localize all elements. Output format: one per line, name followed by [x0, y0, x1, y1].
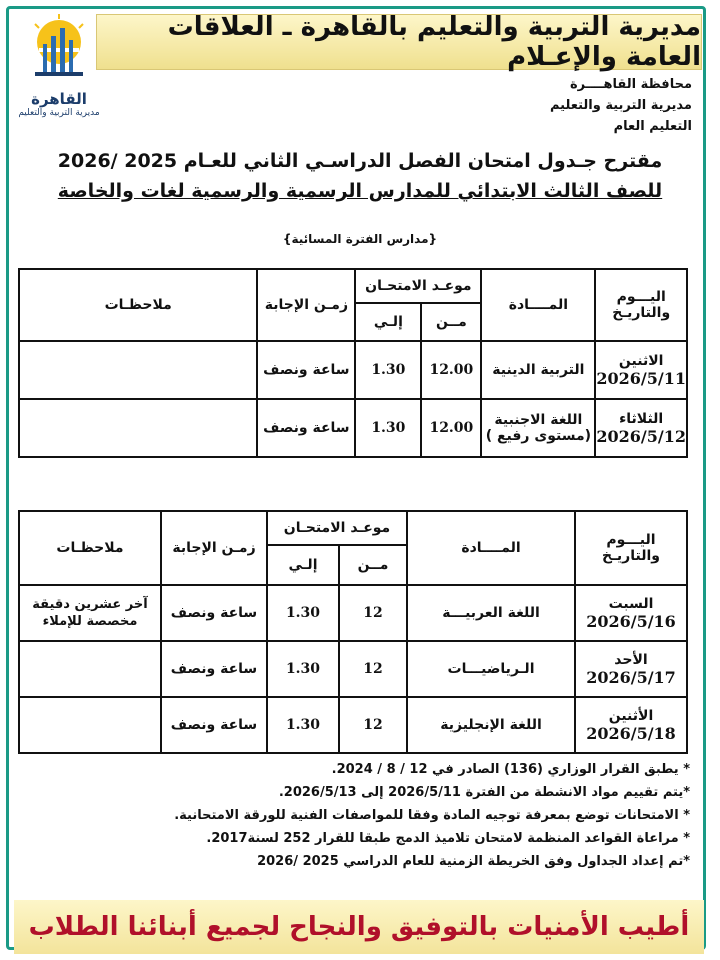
- top-banner-text: مديرية التربية والتعليم بالقاهرة ـ العلاقات العامة والإعـلام: [167, 12, 701, 72]
- table-row: [19, 641, 687, 697]
- header-to: إلـي: [267, 545, 339, 585]
- table-row: [19, 399, 687, 457]
- note-item: * يطبق القرار الوزاري (136) الصادر في 12 / 8 / 2024.: [331, 762, 690, 777]
- row-date: 2026/5/12: [596, 426, 686, 446]
- row-duration: ساعة ونصف: [257, 399, 355, 457]
- logo-name: القاهرة: [31, 90, 87, 108]
- row-to: 1.30: [267, 697, 339, 753]
- row-subject: اللغة الاجنبية: [494, 412, 583, 428]
- row-to: 1.30: [355, 341, 421, 399]
- header-notes: ملاحظـات: [19, 511, 161, 585]
- row-subject: اللغة الإنجليزية: [407, 697, 575, 753]
- row-from: 12: [339, 697, 407, 753]
- row-day: السبت: [608, 595, 654, 612]
- document-subtitle-grade: للصف الثالث الابتدائي للمدارس الرسمية والرسمية لغات والخاصة: [57, 180, 663, 202]
- row-from: 12: [339, 585, 407, 641]
- row-date: 2026/5/11: [596, 368, 686, 388]
- row-day: الأثنين: [608, 707, 654, 724]
- header-duration: زمـن الإجابة: [257, 269, 355, 341]
- row-subject: التربية الدينية: [481, 341, 595, 399]
- row-notes: [19, 641, 161, 697]
- top-banner: [96, 14, 702, 70]
- row-date: 2026/5/17: [586, 667, 676, 687]
- header-governorate: محافظة القاهــــرة: [569, 77, 692, 92]
- header-duration: زمـن الإجابة: [161, 511, 267, 585]
- row-notes: [19, 697, 161, 753]
- header-day-date: اليـــوم والتاريـخ: [575, 511, 687, 585]
- row-date: 2026/5/16: [586, 611, 676, 631]
- note-item: *تم إعداد الجداول وفق الخريطة الزمنية للعام الدراسي 2025 /2026: [257, 854, 690, 869]
- row-duration: ساعة ونصف: [161, 641, 267, 697]
- schedule-table-1: [18, 268, 688, 458]
- header-to: إلـي: [355, 303, 421, 341]
- row-duration: ساعة ونصف: [161, 697, 267, 753]
- header-subject: المــــادة: [481, 269, 595, 341]
- row-subject: الـرياضيـــات: [407, 641, 575, 697]
- row-day: الأحد: [614, 651, 648, 668]
- bottom-banner: [14, 900, 704, 954]
- header-from: مــن: [339, 545, 407, 585]
- bottom-banner-text: أطيب الأمنيات بالتوفيق والنجاح لجميع أبنائنا الطلاب: [28, 912, 690, 942]
- header-directorate: مديرية التربية والتعليم: [549, 98, 692, 113]
- row-to: 1.30: [267, 641, 339, 697]
- header-exam-time: موعـد الامتحـان: [267, 511, 407, 545]
- row-date: 2026/5/18: [586, 723, 676, 743]
- table-row: [19, 697, 687, 753]
- note-item: * الامتحانات توضع بمعرفة توجيه المادة وفقا للمواصفات الفنية للورقة الامتحانية.: [174, 808, 690, 823]
- header-day-date: اليـــوم والتاريـخ: [595, 269, 687, 341]
- row-notes: [19, 341, 257, 399]
- row-from: 12: [339, 641, 407, 697]
- logo: [14, 14, 104, 122]
- header-exam-time: موعـد الامتحـان: [355, 269, 481, 303]
- row-notes: [19, 399, 257, 457]
- header-notes: ملاحظـات: [19, 269, 257, 341]
- header-subject: المــــادة: [407, 511, 575, 585]
- schedule-table-2: [18, 510, 688, 754]
- evening-period-label: {مدارس الفترة المسائية}: [282, 232, 438, 246]
- logo-subtitle: مديرية التربية والتعليم: [18, 108, 100, 118]
- note-item: * مراعاة القواعد المنظمة لامتحان تلاميذ الدمج طبقا للقرار 252 لسنة2017.: [206, 831, 690, 846]
- header-department: التعليم العام: [613, 119, 692, 134]
- row-duration: ساعة ونصف: [257, 341, 355, 399]
- document-title: مقترح جـدول امتحان الفصل الدراسـي الثاني للعـام 2025 /2026: [57, 150, 663, 172]
- row-day: الثلاثاء: [619, 410, 664, 427]
- table-row: [19, 585, 687, 641]
- note-item: *يتم تقييم مواد الانشطة من الفترة 2026/5/11 إلى 2026/5/13.: [278, 785, 690, 800]
- row-subject-level: (مستوى رفيع ): [485, 428, 592, 444]
- row-to: 1.30: [267, 585, 339, 641]
- row-subject: اللغة العربيـــة: [407, 585, 575, 641]
- row-notes: آخر عشرين دقيقة مخصصة للإملاء: [19, 585, 161, 641]
- row-duration: ساعة ونصف: [161, 585, 267, 641]
- notes-list: [30, 758, 690, 873]
- row-from: 12.00: [421, 399, 481, 457]
- row-day: الاثنين: [618, 352, 664, 369]
- row-to: 1.30: [355, 399, 421, 457]
- document-header: [550, 74, 692, 137]
- header-from: مــن: [421, 303, 481, 341]
- cairo-emblem-icon: [29, 14, 89, 84]
- row-from: 12.00: [421, 341, 481, 399]
- table-row: [19, 341, 687, 399]
